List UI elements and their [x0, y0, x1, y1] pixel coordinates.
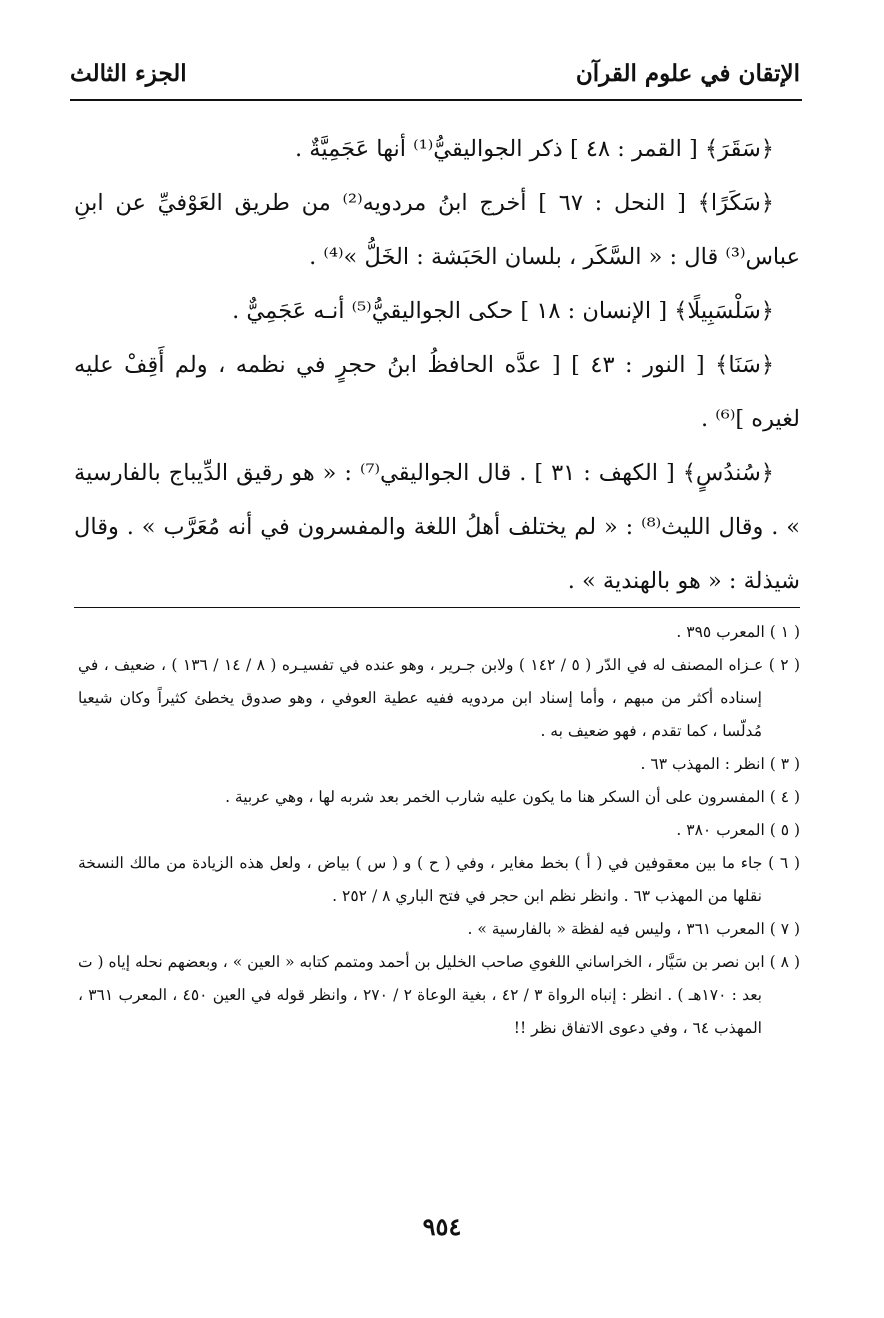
page-number: ٩٥٤: [422, 1212, 462, 1241]
footnote-2: ( ٢ ) عـزاه المصنف له في الدّر ( ٥ / ١٤٢ ) ولابن جـرير ، وهو عنده في تفسيـره ( ٨ / ١٤ / ١٣٦ ) ، ضعيف ، في إسناده أكثر من مبهم ، وأما إسناد ابن مردويه ففيه عطية العوفي ، وهو صدوق يخطئ كثيراً وكان شيعيا مُدلّسا ، كما تقدم ، فهو ضعيف به .: [78, 656, 801, 740]
footnote-7: ( ٧ ) المعرب ٣٦١ ، وليس فيه لفظة « بالفارسية » .: [467, 920, 800, 938]
entry-salsabil: ﴿سَلْسَبِيلًا﴾ [ الإنسان : ١٨ ] حكى الجواليقيُّ⁽⁵⁾ أنـه عَجَمِيٌّ .: [232, 298, 774, 324]
entry-sana: ﴿سَنَا﴾ [ النور : ٤٣ ] [ عدَّه الحافظُ ابنُ حجرٍ في نظمه ، ولم أَقِفْ عليه لغيره ]⁽⁶⁾ .: [74, 352, 800, 432]
book-title: الإتقان في علوم القرآن: [575, 60, 800, 87]
footnote-divider: [74, 607, 800, 608]
running-header: [70, 58, 800, 98]
footnote-8: ( ٨ ) ابن نصر بن سَيَّار ، الخراساني اللغوي صاحب الخليل بن أحمد ومتمم كتابه « العين » ، وبعضهم نحله إياه ( ت بعد : ١٧٠هـ ) . انظر : إنباه الرواة ٣ / ٤٢ ، بغية الوعاة ٢ / ٢٧٠ ، وانظر قوله في العين ٤٥٠ ، المعرب ٣٦١ ، المهذب ٦٤ ، وفي دعوى الاتفاق نظر !!: [78, 953, 800, 1037]
entry-sakaran: ﴿سَكَرًا﴾ [ النحل : ٦٧ ] أخرج ابنُ مردويه⁽²⁾ من طريق العَوْفيِّ عن ابنِ عباس⁽³⁾ قال : « السَّكَر ، بلسان الحَبَشة : الخَلُّ »⁽⁴⁾ .: [74, 190, 800, 270]
footnotes: [78, 616, 800, 1045]
footnote-1: ( ١ ) المعرب ٣٩٥ .: [676, 623, 800, 641]
footnote-5: ( ٥ ) المعرب ٣٨٠ .: [676, 821, 800, 839]
footnote-6: ( ٦ ) جاء ما بين معقوفين في ( أ ) بخط مغاير ، وفي ( ح ) و ( س ) بياض ، ولعل هذه الزيادة من مالك النسخة نقلها من المهذب ٦٣ . وانظر نظم ابن حجر في فتح الباري ٨ / ٢٥٢ .: [78, 854, 800, 905]
header-divider: [70, 99, 802, 101]
entry-saqar: ﴿سَقَرَ﴾ [ القمر : ٤٨ ] ذكر الجواليقيُّ⁽¹⁾ أنها عَجَمِيَّةٌ .: [295, 136, 774, 162]
footnote-4: ( ٤ ) المفسرون على أن السكر هنا ما يكون عليه شارب الخمر بعد شربه لها ، وهي عربية .: [225, 788, 800, 806]
volume-label: الجزء الثالث: [70, 60, 187, 87]
footnote-3: ( ٣ ) انظر : المهذب ٦٣ .: [640, 755, 800, 773]
entry-sundus: ﴿سُندُسٍ﴾ [ الكهف : ٣١ ] . قال الجواليقي⁽⁷⁾ : « هو رقيق الدِّيباج بالفارسية » . وقال الليث⁽⁸⁾ : « لم يختلف أهلُ اللغة والمفسرون في أنه مُعَرَّب » . وقال شيذلة : « هو بالهندية » .: [74, 460, 800, 594]
main-text: [74, 122, 800, 608]
